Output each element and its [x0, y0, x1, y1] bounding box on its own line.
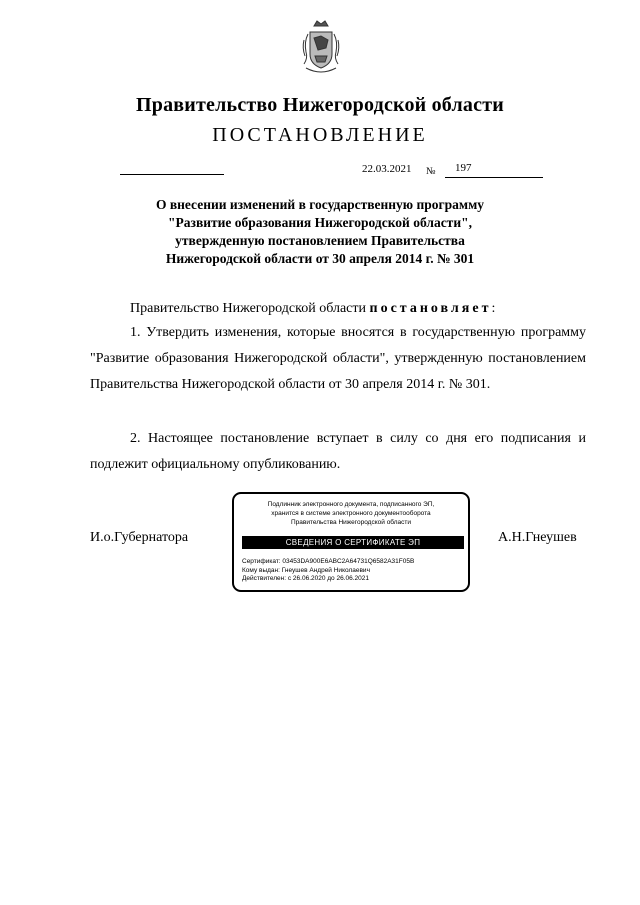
- signatory-name: А.Н.Гнеушев: [498, 530, 577, 545]
- preamble-suffix: :: [491, 301, 496, 316]
- stamp-header-line: хранится в системе электронного документооборота: [271, 510, 431, 517]
- document-number: 197: [455, 162, 472, 174]
- stamp-header-line: Правительства Нижегородской области: [290, 519, 412, 526]
- stamp-header: [234, 500, 468, 527]
- certificate-info-bar: СВЕДЕНИЯ О СЕРТИФИКАТЕ ЭП: [242, 536, 464, 549]
- document-date: 22.03.2021: [362, 163, 412, 175]
- certificate-validity: Действителен: с 26.06.2020 до 26.06.2021: [242, 575, 370, 582]
- certificate-details: [242, 558, 414, 584]
- title-line: Нижегородской области от 30 апреля 2014 г. № 301: [165, 251, 475, 266]
- blank-signature-line: [120, 174, 224, 175]
- certificate-owner: Кому выдан: Гнеушев Андрей Николаевич: [242, 566, 370, 574]
- coat-of-arms-icon: [300, 18, 342, 80]
- number-underline: [445, 177, 543, 178]
- title-line: О внесении изменений в государственную программу: [155, 197, 485, 212]
- paragraph-1: 1. Утвердить изменения, которые вносятся в государственную программу "Развитие образования Нижегородской области", утвержденную постановлением Правительства Нижегородской области от 30 апреля 2014 г. № 301.: [90, 325, 586, 392]
- preamble-resolves: постановляет: [369, 301, 492, 316]
- organization-name: Правительство Нижегородской области: [136, 94, 504, 116]
- document-type: ПОСТАНОВЛЕНИЕ: [212, 124, 428, 146]
- title-line: утвержденную постановлением Правительства: [175, 233, 465, 248]
- electronic-signature-stamp: [232, 492, 470, 592]
- signatory-position: И.о.Губернатора: [90, 530, 189, 545]
- stamp-header-line: Подлинник электронного документа, подписанного ЭП,: [267, 501, 435, 508]
- title-line: "Развитие образования Нижегородской области",: [168, 215, 472, 230]
- preamble-prefix: Правительство Нижегородской области: [130, 301, 370, 316]
- paragraph-2: 2. Настоящее постановление вступает в силу со дня его подписания и подлежит официальному опубликованию.: [90, 431, 586, 472]
- number-sign: №: [426, 166, 436, 177]
- document-title: [100, 196, 540, 268]
- preamble: [130, 296, 590, 322]
- certificate-serial: Сертификат: 03453DA900E6ABC2A64731Q6582A31F05B: [242, 558, 415, 565]
